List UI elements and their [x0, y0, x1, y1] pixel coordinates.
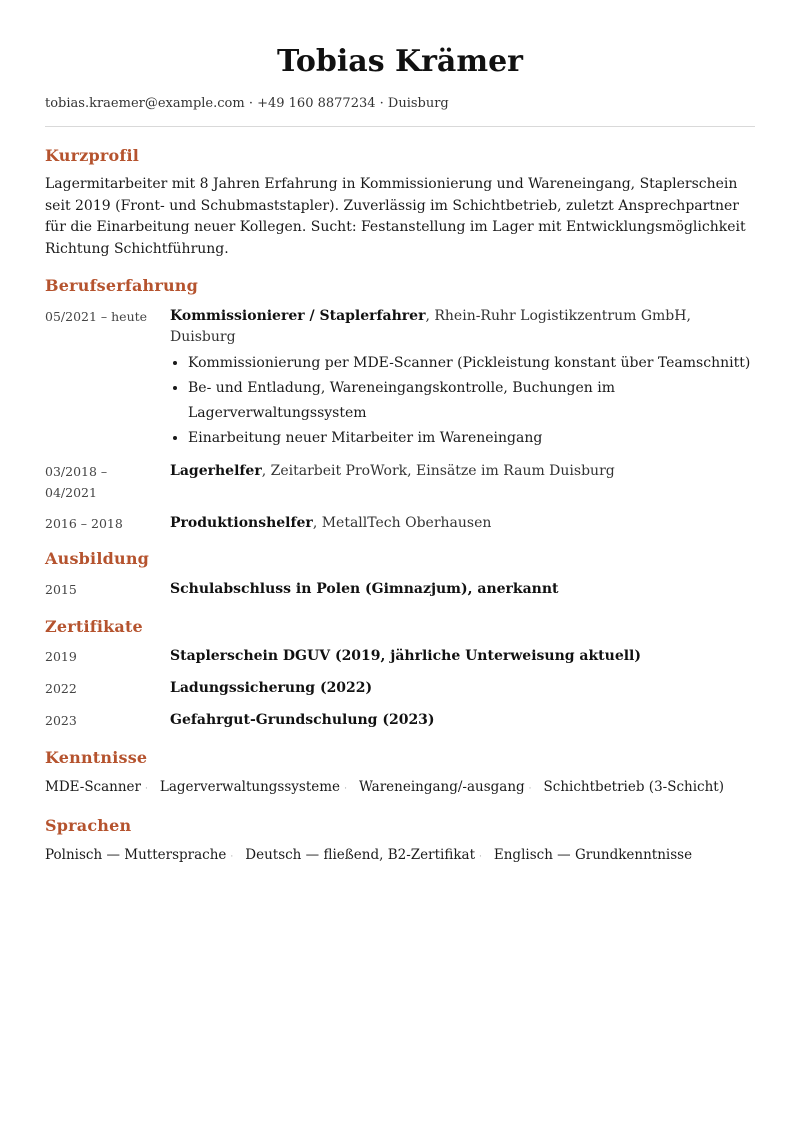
- entry-role: Ladungssicherung (2022): [170, 680, 373, 696]
- skill-item: Schichtbetrieb (3-Schicht): [543, 779, 724, 795]
- entry-org: , Zeitarbeit ProWork, Einsätze im Raum Duisburg: [261, 463, 615, 479]
- section-title-certificates: Zertifikate: [45, 617, 143, 636]
- candidate-name: Tobias Krämer: [277, 44, 523, 79]
- bullet-item: • Kommissionierung per MDE-Scanner (Pickleistung konstant über Teamschnitt): [188, 351, 755, 376]
- entry-org: , MetallTech Oberhausen: [312, 515, 492, 531]
- certificate-entry: [45, 678, 755, 699]
- entry-body: [170, 461, 755, 503]
- experience-entry: [45, 461, 755, 503]
- section-title-profile: Kurzprofil: [45, 146, 140, 165]
- section-title-languages: Sprachen: [45, 816, 132, 835]
- entry-org: , Rhein-Ruhr Logistikzentrum GmbH, Duisburg: [170, 308, 691, 345]
- language-item: Deutsch — fließend, B2-Zertifikat: [245, 847, 475, 863]
- entry-date: 2022: [45, 681, 77, 696]
- section-title-experience: Berufserfahrung: [45, 276, 199, 295]
- profile-summary: Lagermitarbeiter mit 8 Jahren Erfahrung in Kommissionierung und Wareneingang, Staplerschein seit 2019 (Front- und Schubmaststapler). Zuverlässig im Schichtbetrieb, zuletzt Ansprechpartner für die Einarbeitung neuer Kollegen. Sucht: Festanstellung im Lager mit Entwicklungsmöglichkeit Richtung Schichtführung.: [45, 176, 746, 257]
- skills-list: [45, 777, 755, 799]
- certificate-entry: [45, 710, 755, 731]
- experience-entry: [45, 513, 755, 534]
- separator-dot: ·: [528, 784, 532, 794]
- section-title-education: Ausbildung: [45, 549, 150, 568]
- entry-role: Staplerschein DGUV (2019, jährliche Unterweisung aktuell): [170, 648, 641, 664]
- skill-item: MDE-Scanner: [45, 779, 142, 795]
- entry-bullets: [170, 351, 755, 451]
- entry-role: Gefahrgut-Grundschulung (2023): [170, 712, 435, 728]
- skill-item: Wareneingang/-ausgang: [358, 779, 525, 795]
- contact-line: tobias.kraemer@example.com · +49 160 8877234 · Duisburg: [45, 95, 755, 127]
- skill-item: Lagerverwaltungssysteme: [159, 779, 341, 795]
- separator-dot: ·: [230, 852, 234, 862]
- entry-role: Lagerhelfer: [170, 463, 262, 479]
- entry-body: [170, 306, 755, 451]
- entry-body: [170, 646, 755, 667]
- entry-role: Kommissionierer / Staplerfahrer: [170, 308, 426, 324]
- certificate-entry: [45, 646, 755, 667]
- entry-role: Schulabschluss in Polen (Gimnazjum), anerkannt: [170, 581, 559, 597]
- entry-body: [170, 579, 755, 600]
- bullet-item: • Be- und Entladung, Wareneingangskontrolle, Buchungen im Lagerverwaltungssystem: [188, 376, 755, 426]
- entry-body: [170, 710, 755, 731]
- entry-body: [170, 513, 755, 534]
- separator-dot: ·: [344, 784, 347, 794]
- languages-list: [45, 845, 755, 867]
- entry-date: 2015: [45, 582, 77, 597]
- entry-date: 05/2021 – heute: [45, 309, 148, 324]
- bullet-item: • Einarbeitung neuer Mitarbeiter im Wareneingang: [188, 426, 755, 451]
- entry-date: 2019: [45, 649, 77, 664]
- separator-dot: ·: [479, 852, 482, 862]
- entry-date: 2016 – 2018: [45, 516, 123, 531]
- entry-body: [170, 678, 755, 699]
- section-title-skills: Kenntnisse: [45, 748, 148, 767]
- entry-role: Produktionshelfer: [170, 515, 313, 531]
- separator-dot: ·: [145, 784, 148, 794]
- entry-date: 2023: [45, 713, 77, 728]
- entry-date: 03/2018 – 04/2021: [45, 464, 108, 500]
- language-item: Englisch — Grundkenntnisse: [493, 847, 693, 863]
- language-item: Polnisch — Muttersprache: [45, 847, 227, 863]
- experience-entry: [45, 306, 755, 451]
- education-entry: [45, 579, 755, 600]
